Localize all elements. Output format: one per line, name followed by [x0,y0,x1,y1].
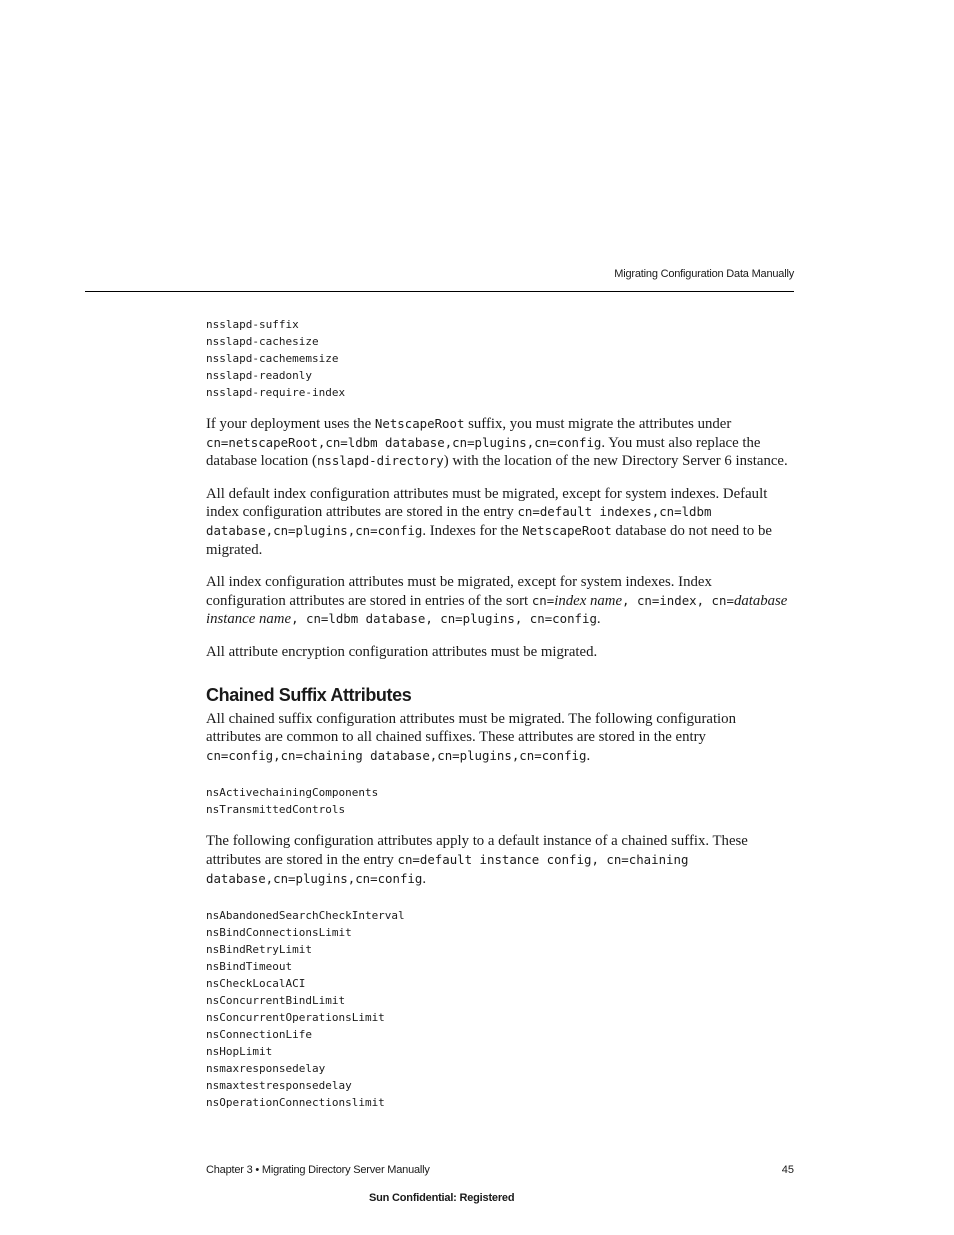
code-line: nsConnectionLife [206,1028,312,1042]
code-line: nsConcurrentBindLimit [206,994,346,1008]
code-line: nsTransmittedControls [206,803,346,817]
code-block-suffix-attributes [206,316,794,401]
text-run: If your deployment uses the [206,416,375,432]
header-rule [85,291,794,292]
text-run: . You must also replace the database location ( [206,434,761,470]
footer-chapter: Chapter 3 • Migrating Directory Server Manually [206,1164,430,1176]
code-line: nsmaxtestresponsedelay [206,1079,352,1093]
paragraph-index-config [206,573,794,629]
code-line: nsCheckLocalACI [206,977,306,991]
italic-run: database instance name [206,592,788,628]
section-heading: Chained Suffix Attributes [206,684,412,705]
code-run: cn=default indexes,cn=ldbm database,cn=plugins,cn=config [206,504,712,538]
code-line: nsBindRetryLimit [206,943,312,957]
code-run: cn=default instance config, cn=chaining database,cn=plugins,cn=config [206,851,689,886]
code-run: , cn=ldbm database, cn=plugins, cn=config [291,611,597,627]
paragraph-default-instance [206,832,794,888]
text-run: All index configuration attributes must be migrated, except for system indexes. Index configuration attributes are stored in entries of the sort [206,574,712,609]
confidentiality-notice: Sun Confidential: Registered [369,1192,515,1204]
code-run: cn=netscapeRoot,cn=ldbm database,cn=plugins,cn=config [206,434,602,450]
paragraph-chained-suffix [206,710,794,766]
page-body [206,316,794,1111]
italic-run: index name [554,592,623,609]
text-run: . [586,747,591,764]
code-block-chaining-common [206,784,794,818]
code-line: nsConcurrentOperationsLimit [206,1011,385,1025]
code-run: cn= [531,592,555,608]
code-line: nsslapd-readonly [206,369,312,382]
code-block-default-instance [206,907,794,1111]
code-line: nsmaxresponsedelay [206,1062,326,1076]
code-run: NetscapeRoot [374,416,465,431]
code-run: nsslapd-directory [316,453,444,469]
text-run: database do not need to be migrated. [206,522,772,558]
running-header: Migrating Configuration Data Manually [614,268,794,280]
text-run: suffix, you must migrate the attributes under [464,416,732,432]
text-run: ) with the location of the new Directory Server 6 instance. [443,453,788,470]
text-run: . [596,611,601,628]
code-line: nsslapd-require-index [206,386,346,399]
code-line: nsBindConnectionsLimit [206,926,352,940]
text-run: All chained suffix configuration attributes must be migrated. The following configuration attributes are common to all chained suffixes. These attributes are stored in the entry [206,710,736,746]
code-line: nsBindTimeout [206,960,293,974]
paragraph-encryption: All attribute encryption configuration attributes must be migrated. [206,643,598,660]
code-line: nsActivechainingComponents [206,786,379,800]
code-line: nsHopLimit [206,1045,273,1059]
code-line: nsslapd-cachememsize [206,352,339,365]
code-run: , cn=index, cn= [622,592,734,608]
paragraph-netscaperoot [206,415,794,471]
text-run: The following configuration attributes apply to a default instance of a chained suffix. These attributes are stored in the entry [206,833,748,868]
page-number: 45 [781,1164,794,1176]
paragraph-default-index [206,485,794,559]
code-line: nsOperationConnectionslimit [206,1096,385,1110]
code-run: cn=config,cn=chaining database,cn=plugins,cn=config [206,747,587,763]
code-run: NetscapeRoot [522,522,612,538]
code-line: nsslapd-suffix [206,318,299,331]
code-line: nsAbandonedSearchCheckInterval [206,909,405,923]
text-run: All default index configuration attributes must be migrated, except for system indexes. Default index configuration attributes are stored in the entry [206,485,768,521]
code-line: nsslapd-cachesize [206,335,319,348]
text-run: . [422,870,427,887]
text-run: . Indexes for the [422,522,523,539]
